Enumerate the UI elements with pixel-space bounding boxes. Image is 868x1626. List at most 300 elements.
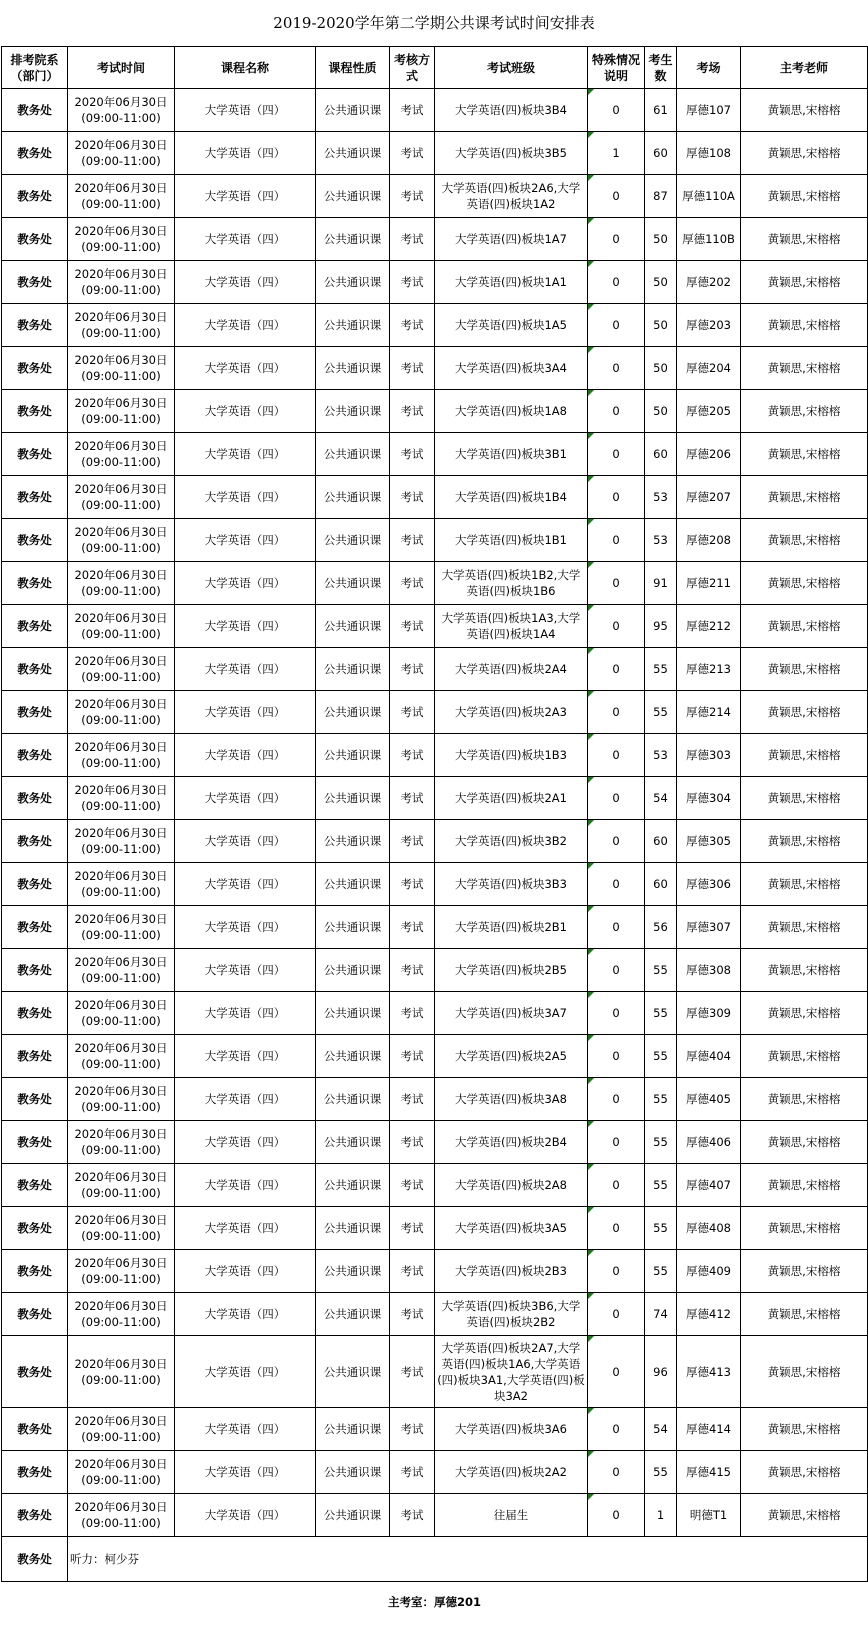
cell-teacher: 黄颖思,宋榕榕: [741, 175, 868, 218]
cell-teacher: 黄颖思,宋榕榕: [741, 1078, 868, 1121]
table-row: [2, 734, 868, 777]
table-row: [2, 519, 868, 562]
cell-course: 大学英语（四）: [175, 863, 316, 906]
cell-teacher: 黄颖思,宋榕榕: [741, 605, 868, 648]
cell-nature: 公共通识课: [316, 1408, 390, 1451]
cell-room: 厚德409: [677, 1250, 741, 1293]
cell-dept: 教务处: [2, 820, 68, 863]
cell-time: 2020年06月30日(09:00-11:00): [68, 519, 175, 562]
cell-dept: 教务处: [2, 1293, 68, 1336]
cell-classes: 大学英语(四)板块3B6,大学英语(四)板块2B2: [435, 1293, 588, 1336]
cell-classes: 大学英语(四)板块3A5: [435, 1207, 588, 1250]
cell-special: 0: [588, 476, 645, 519]
cell-course: 大学英语（四）: [175, 820, 316, 863]
cell-method: 考试: [390, 1451, 435, 1494]
cell-time: 2020年06月30日(09:00-11:00): [68, 1207, 175, 1250]
cell-dept: 教务处: [2, 1451, 68, 1494]
cell-dept: 教务处: [2, 218, 68, 261]
cell-dept: 教务处: [2, 906, 68, 949]
cell-time: 2020年06月30日(09:00-11:00): [68, 433, 175, 476]
cell-time: 2020年06月30日(09:00-11:00): [68, 734, 175, 777]
table-row: [2, 1250, 868, 1293]
cell-special: 0: [588, 89, 645, 132]
cell-teacher: 黄颖思,宋榕榕: [741, 1408, 868, 1451]
cell-time: 2020年06月30日(09:00-11:00): [68, 906, 175, 949]
cell-teacher: 黄颖思,宋榕榕: [741, 433, 868, 476]
cell-course: 大学英语（四）: [175, 562, 316, 605]
table-row: [2, 1293, 868, 1336]
cell-count: 50: [645, 304, 677, 347]
cell-room: 明德T1: [677, 1494, 741, 1537]
cell-method: 考试: [390, 433, 435, 476]
cell-nature: 公共通识课: [316, 476, 390, 519]
cell-method: 考试: [390, 1164, 435, 1207]
table-row: [2, 820, 868, 863]
cell-course: 大学英语（四）: [175, 433, 316, 476]
cell-room: 厚德110A: [677, 175, 741, 218]
cell-count: 50: [645, 390, 677, 433]
header-room: 考场: [677, 47, 741, 89]
cell-time: 2020年06月30日(09:00-11:00): [68, 132, 175, 175]
cell-teacher: 黄颖思,宋榕榕: [741, 1336, 868, 1408]
cell-teacher: 黄颖思,宋榕榕: [741, 820, 868, 863]
cell-count: 74: [645, 1293, 677, 1336]
cell-nature: 公共通识课: [316, 132, 390, 175]
header-course: 课程名称: [175, 47, 316, 89]
cell-dept: 教务处: [2, 777, 68, 820]
cell-nature: 公共通识课: [316, 820, 390, 863]
cell-time: 2020年06月30日(09:00-11:00): [68, 218, 175, 261]
cell-teacher: 黄颖思,宋榕榕: [741, 390, 868, 433]
cell-classes: 大学英语(四)板块2A8: [435, 1164, 588, 1207]
cell-count: 53: [645, 476, 677, 519]
cell-teacher: 黄颖思,宋榕榕: [741, 347, 868, 390]
table-row: [2, 1164, 868, 1207]
cell-special: 0: [588, 519, 645, 562]
cell-dept: 教务处: [2, 1250, 68, 1293]
table-row: [2, 132, 868, 175]
cell-room: 厚德308: [677, 949, 741, 992]
cell-teacher: 黄颖思,宋榕榕: [741, 1451, 868, 1494]
table-row: [2, 1078, 868, 1121]
cell-dept: 教务处: [2, 863, 68, 906]
cell-classes: 大学英语(四)板块1A5: [435, 304, 588, 347]
table-row: [2, 648, 868, 691]
cell-dept: 教务处: [2, 476, 68, 519]
table-row: [2, 1207, 868, 1250]
cell-teacher: 黄颖思,宋榕榕: [741, 1207, 868, 1250]
header-nature: 课程性质: [316, 47, 390, 89]
cell-time: 2020年06月30日(09:00-11:00): [68, 949, 175, 992]
cell-dept: 教务处: [2, 562, 68, 605]
cell-room: 厚德205: [677, 390, 741, 433]
cell-course: 大学英语（四）: [175, 648, 316, 691]
cell-course: 大学英语（四）: [175, 89, 316, 132]
cell-dept: 教务处: [2, 734, 68, 777]
table-row: [2, 304, 868, 347]
cell-time: 2020年06月30日(09:00-11:00): [68, 347, 175, 390]
table-row: [2, 605, 868, 648]
cell-special: 0: [588, 820, 645, 863]
cell-dept: 教务处: [2, 992, 68, 1035]
cell-classes: 大学英语(四)板块2B1: [435, 906, 588, 949]
cell-method: 考试: [390, 519, 435, 562]
cell-teacher: 黄颖思,宋榕榕: [741, 1293, 868, 1336]
cell-nature: 公共通识课: [316, 89, 390, 132]
cell-special: 0: [588, 304, 645, 347]
cell-special: 0: [588, 734, 645, 777]
cell-method: 考试: [390, 218, 435, 261]
cell-course: 大学英语（四）: [175, 347, 316, 390]
cell-count: 60: [645, 863, 677, 906]
cell-special: 0: [588, 390, 645, 433]
cell-course: 大学英语（四）: [175, 218, 316, 261]
schedule-table: [1, 46, 868, 1621]
cell-dept: 教务处: [2, 1207, 68, 1250]
cell-method: 考试: [390, 949, 435, 992]
cell-classes: 大学英语(四)板块2B4: [435, 1121, 588, 1164]
cell-room: 厚德408: [677, 1207, 741, 1250]
cell-course: 大学英语（四）: [175, 605, 316, 648]
cell-room: 厚德414: [677, 1408, 741, 1451]
cell-method: 考试: [390, 863, 435, 906]
header-special: 特殊情况说明: [588, 47, 645, 89]
cell-special: 0: [588, 433, 645, 476]
cell-nature: 公共通识课: [316, 1293, 390, 1336]
cell-special: 0: [588, 648, 645, 691]
cell-nature: 公共通识课: [316, 1164, 390, 1207]
table-row: [2, 1408, 868, 1451]
cell-teacher: 黄颖思,宋榕榕: [741, 89, 868, 132]
cell-teacher: 黄颖思,宋榕榕: [741, 519, 868, 562]
cell-dept: 教务处: [2, 1336, 68, 1408]
cell-course: 大学英语（四）: [175, 1250, 316, 1293]
cell-special: 0: [588, 175, 645, 218]
cell-time: 2020年06月30日(09:00-11:00): [68, 1035, 175, 1078]
cell-time: 2020年06月30日(09:00-11:00): [68, 691, 175, 734]
cell-nature: 公共通识课: [316, 1078, 390, 1121]
cell-method: 考试: [390, 175, 435, 218]
cell-room: 厚德406: [677, 1121, 741, 1164]
cell-teacher: 黄颖思,宋榕榕: [741, 906, 868, 949]
cell-time: 2020年06月30日(09:00-11:00): [68, 476, 175, 519]
cell-time: 2020年06月30日(09:00-11:00): [68, 1078, 175, 1121]
cell-special: 0: [588, 1078, 645, 1121]
table-row: [2, 89, 868, 132]
page-title: 2019-2020学年第二学期公共课考试时间安排表: [273, 14, 595, 32]
cell-dept: 教务处: [2, 691, 68, 734]
cell-room: 厚德204: [677, 347, 741, 390]
cell-method: 考试: [390, 1035, 435, 1078]
cell-classes: 大学英语(四)板块2B5: [435, 949, 588, 992]
cell-method: 考试: [390, 992, 435, 1035]
cell-course: 大学英语（四）: [175, 1494, 316, 1537]
cell-special: 0: [588, 691, 645, 734]
cell-special: 0: [588, 1336, 645, 1408]
cell-teacher: 黄颖思,宋榕榕: [741, 691, 868, 734]
cell-method: 考试: [390, 347, 435, 390]
cell-special: 0: [588, 1494, 645, 1537]
cell-room: 厚德405: [677, 1078, 741, 1121]
cell-course: 大学英语（四）: [175, 519, 316, 562]
cell-count: 55: [645, 1207, 677, 1250]
table-row: [2, 1035, 868, 1078]
cell-classes: 大学英语(四)板块3A7: [435, 992, 588, 1035]
cell-classes: 大学英语(四)板块2A5: [435, 1035, 588, 1078]
cell-count: 53: [645, 519, 677, 562]
cell-nature: 公共通识课: [316, 648, 390, 691]
header-time: 考试时间: [68, 47, 175, 89]
cell-count: 1: [645, 1494, 677, 1537]
cell-course: 大学英语（四）: [175, 476, 316, 519]
cell-time: 2020年06月30日(09:00-11:00): [68, 1494, 175, 1537]
cell-count: 60: [645, 132, 677, 175]
table-row: [2, 476, 868, 519]
table-row: [2, 1121, 868, 1164]
cell-classes: 大学英语(四)板块3B3: [435, 863, 588, 906]
cell-classes: 大学英语(四)板块3A8: [435, 1078, 588, 1121]
table-header-row: [2, 47, 868, 89]
footer-exam-office: 主考室：厚德201: [2, 1582, 868, 1622]
cell-room: 厚德415: [677, 1451, 741, 1494]
cell-classes: 大学英语(四)板块1B1: [435, 519, 588, 562]
header-classes: 考试班级: [435, 47, 588, 89]
cell-course: 大学英语（四）: [175, 906, 316, 949]
cell-method: 考试: [390, 562, 435, 605]
cell-special: 0: [588, 1451, 645, 1494]
cell-nature: 公共通识课: [316, 605, 390, 648]
cell-classes: 往届生: [435, 1494, 588, 1537]
cell-nature: 公共通识课: [316, 1250, 390, 1293]
cell-room: 厚德214: [677, 691, 741, 734]
cell-method: 考试: [390, 1250, 435, 1293]
footer-row: [2, 1582, 868, 1622]
cell-count: 55: [645, 992, 677, 1035]
cell-nature: 公共通识课: [316, 1035, 390, 1078]
cell-time: 2020年06月30日(09:00-11:00): [68, 304, 175, 347]
cell-nature: 公共通识课: [316, 1494, 390, 1537]
table-row: [2, 261, 868, 304]
cell-dept: 教务处: [2, 1164, 68, 1207]
cell-room: 厚德207: [677, 476, 741, 519]
table-row: [2, 433, 868, 476]
cell-time: 2020年06月30日(09:00-11:00): [68, 261, 175, 304]
header-count: 考生数: [645, 47, 677, 89]
cell-special: 0: [588, 992, 645, 1035]
cell-time: 2020年06月30日(09:00-11:00): [68, 777, 175, 820]
cell-special: 0: [588, 1164, 645, 1207]
cell-method: 考试: [390, 734, 435, 777]
cell-special: 0: [588, 863, 645, 906]
cell-nature: 公共通识课: [316, 949, 390, 992]
cell-classes: 大学英语(四)板块1A8: [435, 390, 588, 433]
cell-room: 厚德202: [677, 261, 741, 304]
cell-special: 0: [588, 906, 645, 949]
cell-classes: 大学英语(四)板块2A2: [435, 1451, 588, 1494]
cell-room: 厚德306: [677, 863, 741, 906]
cell-method: 考试: [390, 476, 435, 519]
cell-time: 2020年06月30日(09:00-11:00): [68, 1336, 175, 1408]
cell-room: 厚德303: [677, 734, 741, 777]
cell-classes: 大学英语(四)板块1B4: [435, 476, 588, 519]
cell-special: 0: [588, 562, 645, 605]
cell-special: 0: [588, 777, 645, 820]
cell-teacher: 黄颖思,宋榕榕: [741, 777, 868, 820]
cell-course: 大学英语（四）: [175, 1035, 316, 1078]
cell-dept: 教务处: [2, 1035, 68, 1078]
cell-count: 55: [645, 949, 677, 992]
cell-time: 2020年06月30日(09:00-11:00): [68, 562, 175, 605]
cell-teacher: 黄颖思,宋榕榕: [741, 1250, 868, 1293]
cell-classes: 大学英语(四)板块3B5: [435, 132, 588, 175]
cell-time: 2020年06月30日(09:00-11:00): [68, 820, 175, 863]
cell-count: 50: [645, 261, 677, 304]
cell-teacher: 黄颖思,宋榕榕: [741, 992, 868, 1035]
table-row: [2, 1336, 868, 1408]
header-teacher: 主考老师: [741, 47, 868, 89]
cell-count: 55: [645, 648, 677, 691]
cell-course: 大学英语（四）: [175, 1451, 316, 1494]
cell-count: 54: [645, 777, 677, 820]
table-row: [2, 992, 868, 1035]
header-method: 考核方式: [390, 47, 435, 89]
cell-method: 考试: [390, 1494, 435, 1537]
cell-dept: 教务处: [2, 261, 68, 304]
cell-nature: 公共通识课: [316, 734, 390, 777]
cell-count: 55: [645, 1164, 677, 1207]
cell-special: 0: [588, 1121, 645, 1164]
cell-classes: 大学英语(四)板块3B1: [435, 433, 588, 476]
cell-special: 1: [588, 132, 645, 175]
cell-room: 厚德309: [677, 992, 741, 1035]
cell-room: 厚德412: [677, 1293, 741, 1336]
cell-room: 厚德307: [677, 906, 741, 949]
cell-special: 0: [588, 1207, 645, 1250]
cell-teacher: 黄颖思,宋榕榕: [741, 1121, 868, 1164]
cell-count: 61: [645, 89, 677, 132]
cell-course: 大学英语（四）: [175, 390, 316, 433]
cell-classes: 大学英语(四)板块1B3: [435, 734, 588, 777]
cell-course: 大学英语（四）: [175, 691, 316, 734]
cell-course: 大学英语（四）: [175, 132, 316, 175]
cell-room: 厚德107: [677, 89, 741, 132]
cell-method: 考试: [390, 648, 435, 691]
cell-course: 大学英语（四）: [175, 304, 316, 347]
table-row: [2, 906, 868, 949]
cell-course: 大学英语（四）: [175, 175, 316, 218]
cell-method: 考试: [390, 1293, 435, 1336]
cell-count: 95: [645, 605, 677, 648]
cell-course: 大学英语（四）: [175, 1408, 316, 1451]
table-row: [2, 175, 868, 218]
cell-course: 大学英语（四）: [175, 1207, 316, 1250]
cell-count: 91: [645, 562, 677, 605]
cell-classes: 大学英语(四)板块1B2,大学英语(四)板块1B6: [435, 562, 588, 605]
cell-special: 0: [588, 1250, 645, 1293]
cell-room: 厚德110B: [677, 218, 741, 261]
cell-room: 厚德212: [677, 605, 741, 648]
note-dept: 教务处: [2, 1537, 68, 1582]
cell-count: 55: [645, 691, 677, 734]
cell-dept: 教务处: [2, 1494, 68, 1537]
cell-method: 考试: [390, 605, 435, 648]
cell-room: 厚德404: [677, 1035, 741, 1078]
table-row: [2, 562, 868, 605]
cell-dept: 教务处: [2, 175, 68, 218]
cell-method: 考试: [390, 691, 435, 734]
cell-nature: 公共通识课: [316, 218, 390, 261]
cell-nature: 公共通识课: [316, 261, 390, 304]
cell-dept: 教务处: [2, 347, 68, 390]
cell-special: 0: [588, 949, 645, 992]
table-row: [2, 218, 868, 261]
cell-dept: 教务处: [2, 605, 68, 648]
cell-dept: 教务处: [2, 304, 68, 347]
cell-teacher: 黄颖思,宋榕榕: [741, 476, 868, 519]
cell-room: 厚德407: [677, 1164, 741, 1207]
cell-method: 考试: [390, 906, 435, 949]
cell-time: 2020年06月30日(09:00-11:00): [68, 1250, 175, 1293]
cell-method: 考试: [390, 89, 435, 132]
cell-nature: 公共通识课: [316, 347, 390, 390]
cell-course: 大学英语（四）: [175, 1121, 316, 1164]
table-row: [2, 949, 868, 992]
cell-dept: 教务处: [2, 648, 68, 691]
cell-classes: 大学英语(四)板块2A1: [435, 777, 588, 820]
cell-teacher: 黄颖思,宋榕榕: [741, 1035, 868, 1078]
cell-dept: 教务处: [2, 1121, 68, 1164]
cell-count: 96: [645, 1336, 677, 1408]
cell-time: 2020年06月30日(09:00-11:00): [68, 175, 175, 218]
cell-count: 50: [645, 218, 677, 261]
cell-teacher: 黄颖思,宋榕榕: [741, 304, 868, 347]
cell-count: 87: [645, 175, 677, 218]
cell-count: 50: [645, 347, 677, 390]
cell-classes: 大学英语(四)板块2A7,大学英语(四)板块1A6,大学英语(四)板块3A1,大学英语(四)板块3A2: [435, 1336, 588, 1408]
cell-course: 大学英语（四）: [175, 992, 316, 1035]
cell-dept: 教务处: [2, 519, 68, 562]
cell-count: 56: [645, 906, 677, 949]
cell-count: 54: [645, 1408, 677, 1451]
cell-nature: 公共通识课: [316, 1336, 390, 1408]
cell-time: 2020年06月30日(09:00-11:00): [68, 1451, 175, 1494]
cell-method: 考试: [390, 1336, 435, 1408]
cell-room: 厚德208: [677, 519, 741, 562]
cell-method: 考试: [390, 777, 435, 820]
cell-method: 考试: [390, 1078, 435, 1121]
table-row: [2, 777, 868, 820]
cell-classes: 大学英语(四)板块3A4: [435, 347, 588, 390]
cell-count: 55: [645, 1078, 677, 1121]
cell-time: 2020年06月30日(09:00-11:00): [68, 605, 175, 648]
cell-nature: 公共通识课: [316, 1121, 390, 1164]
cell-time: 2020年06月30日(09:00-11:00): [68, 1121, 175, 1164]
cell-teacher: 黄颖思,宋榕榕: [741, 562, 868, 605]
cell-method: 考试: [390, 1121, 435, 1164]
cell-time: 2020年06月30日(09:00-11:00): [68, 390, 175, 433]
note-text: 听力：柯少芬: [68, 1537, 868, 1582]
cell-course: 大学英语（四）: [175, 1164, 316, 1207]
cell-dept: 教务处: [2, 89, 68, 132]
cell-count: 55: [645, 1451, 677, 1494]
cell-classes: 大学英语(四)板块1A1: [435, 261, 588, 304]
cell-classes: 大学英语(四)板块1A7: [435, 218, 588, 261]
cell-dept: 教务处: [2, 949, 68, 992]
cell-room: 厚德413: [677, 1336, 741, 1408]
cell-method: 考试: [390, 304, 435, 347]
cell-time: 2020年06月30日(09:00-11:00): [68, 1293, 175, 1336]
table-row: [2, 347, 868, 390]
